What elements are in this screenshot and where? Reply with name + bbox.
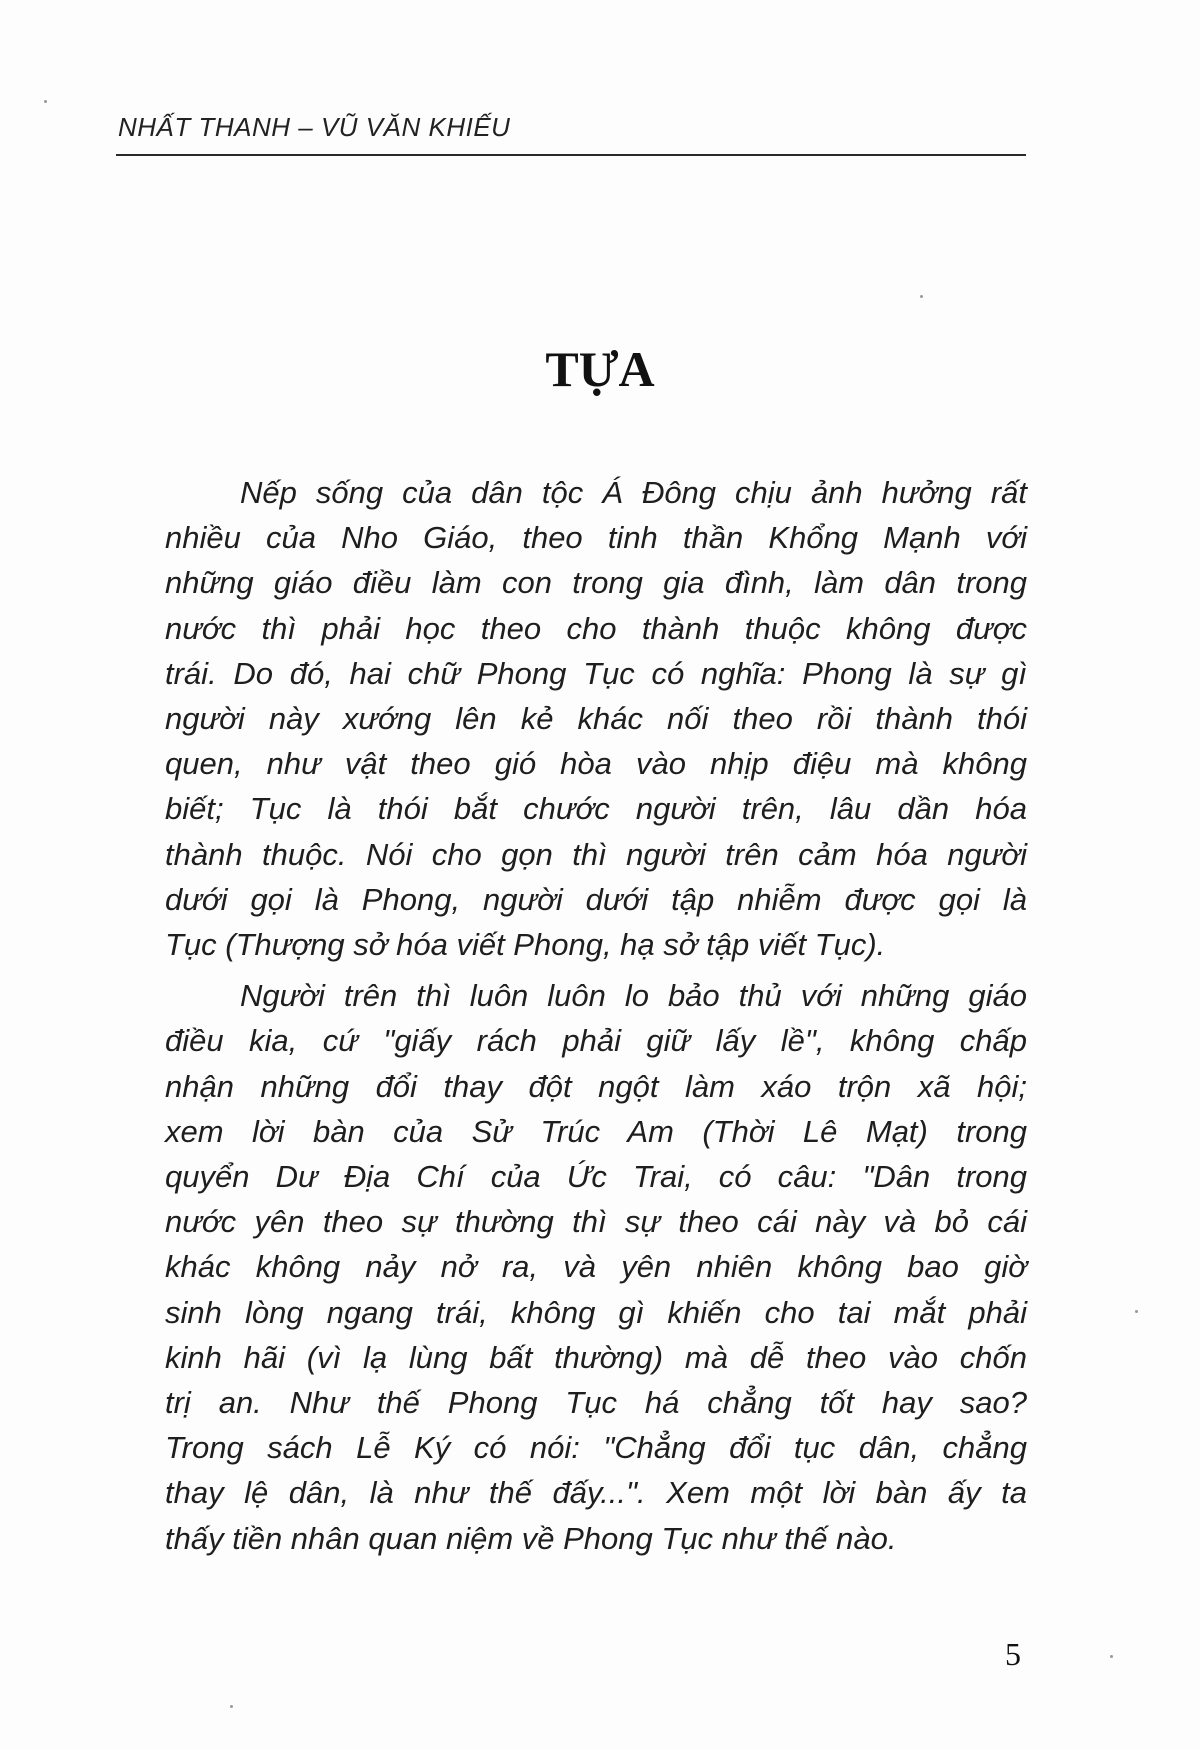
text-line: nhận những đổi thay đột ngột làm xáo trộn xã hội; [165,1068,1027,1104]
text-line: trị an. Như thế Phong Tục há chẳng tốt hay sao? [165,1385,1027,1421]
text-line: những giáo điều làm con trong gia đình, làm dân trong [165,565,1027,601]
scan-speck [1110,1655,1113,1658]
text-line: trái. Do đó, hai chữ Phong Tục có nghĩa: Phong là sự gì [165,655,1027,691]
text-line: thành thuộc. Nói cho gọn thì người trên cảm hóa người [165,836,1027,872]
text-line: Nếp sống của dân tộc Á Đông chịu ảnh hưởng rất [240,475,1027,510]
text-line: biết; Tục là thói bắt chước người trên, lâu dần hóa [165,791,1027,827]
text-line: quen, như vật theo gió hòa vào nhịp điệu mà không [165,746,1027,782]
scan-speck [1135,1310,1138,1313]
text-line: xem lời bàn của Sử Trúc Am (Thời Lê Mạt) trong [165,1113,1027,1149]
text-line: thay lệ dân, là như thế đấy...". Xem một lời bàn ấy ta [165,1475,1027,1511]
scan-speck [920,295,923,298]
text-line: Người trên thì luôn luôn lo bảo thủ với những giáo [240,978,1027,1014]
header-rule [116,154,1026,156]
text-line: quyển Dư Địa Chí của Ức Trai, có câu: "Dân trong [165,1159,1027,1195]
scan-speck [44,100,47,103]
text-line: khác không nảy nở ra, và yên nhiên không bao giờ [165,1249,1027,1285]
text-line: nước yên theo sự thường thì sự theo cái này và bỏ cái [165,1204,1027,1240]
body-text [165,470,1027,1561]
text-line: nhiều của Nho Giáo, theo tinh thần Khổng Mạnh với [165,520,1027,556]
page-number: 5 [1005,1636,1021,1672]
text-line: Tục (Thượng sở hóa viết Phong, hạ sở tập viết Tục). [165,927,886,963]
text-line: người này xướng lên kẻ khác nối theo rồi thành thói [165,701,1027,737]
running-header: NHẤT THANH – VŨ VĂN KHIẾU [118,112,511,142]
scan-speck [230,1705,233,1708]
text-line: kinh hãi (vì lạ lùng bất thường) mà dễ theo vào chốn [165,1339,1027,1375]
text-line: sinh lòng ngang trái, không gì khiến cho tai mắt phải [165,1294,1027,1330]
text-line: nước thì phải học theo cho thành thuộc không được [165,610,1027,646]
text-line: thấy tiền nhân quan niệm về Phong Tục như thế nào. [165,1520,897,1556]
chapter-title: TỰA [545,341,655,397]
text-line: Trong sách Lễ Ký có nói: "Chẳng đổi tục dân, chẳng [165,1430,1027,1466]
text-line: dưới gọi là Phong, người dưới tập nhiễm được gọi là [165,881,1027,917]
text-line: điều kia, cứ "giấy rách phải giữ lấy lề", không chấp [165,1023,1027,1059]
